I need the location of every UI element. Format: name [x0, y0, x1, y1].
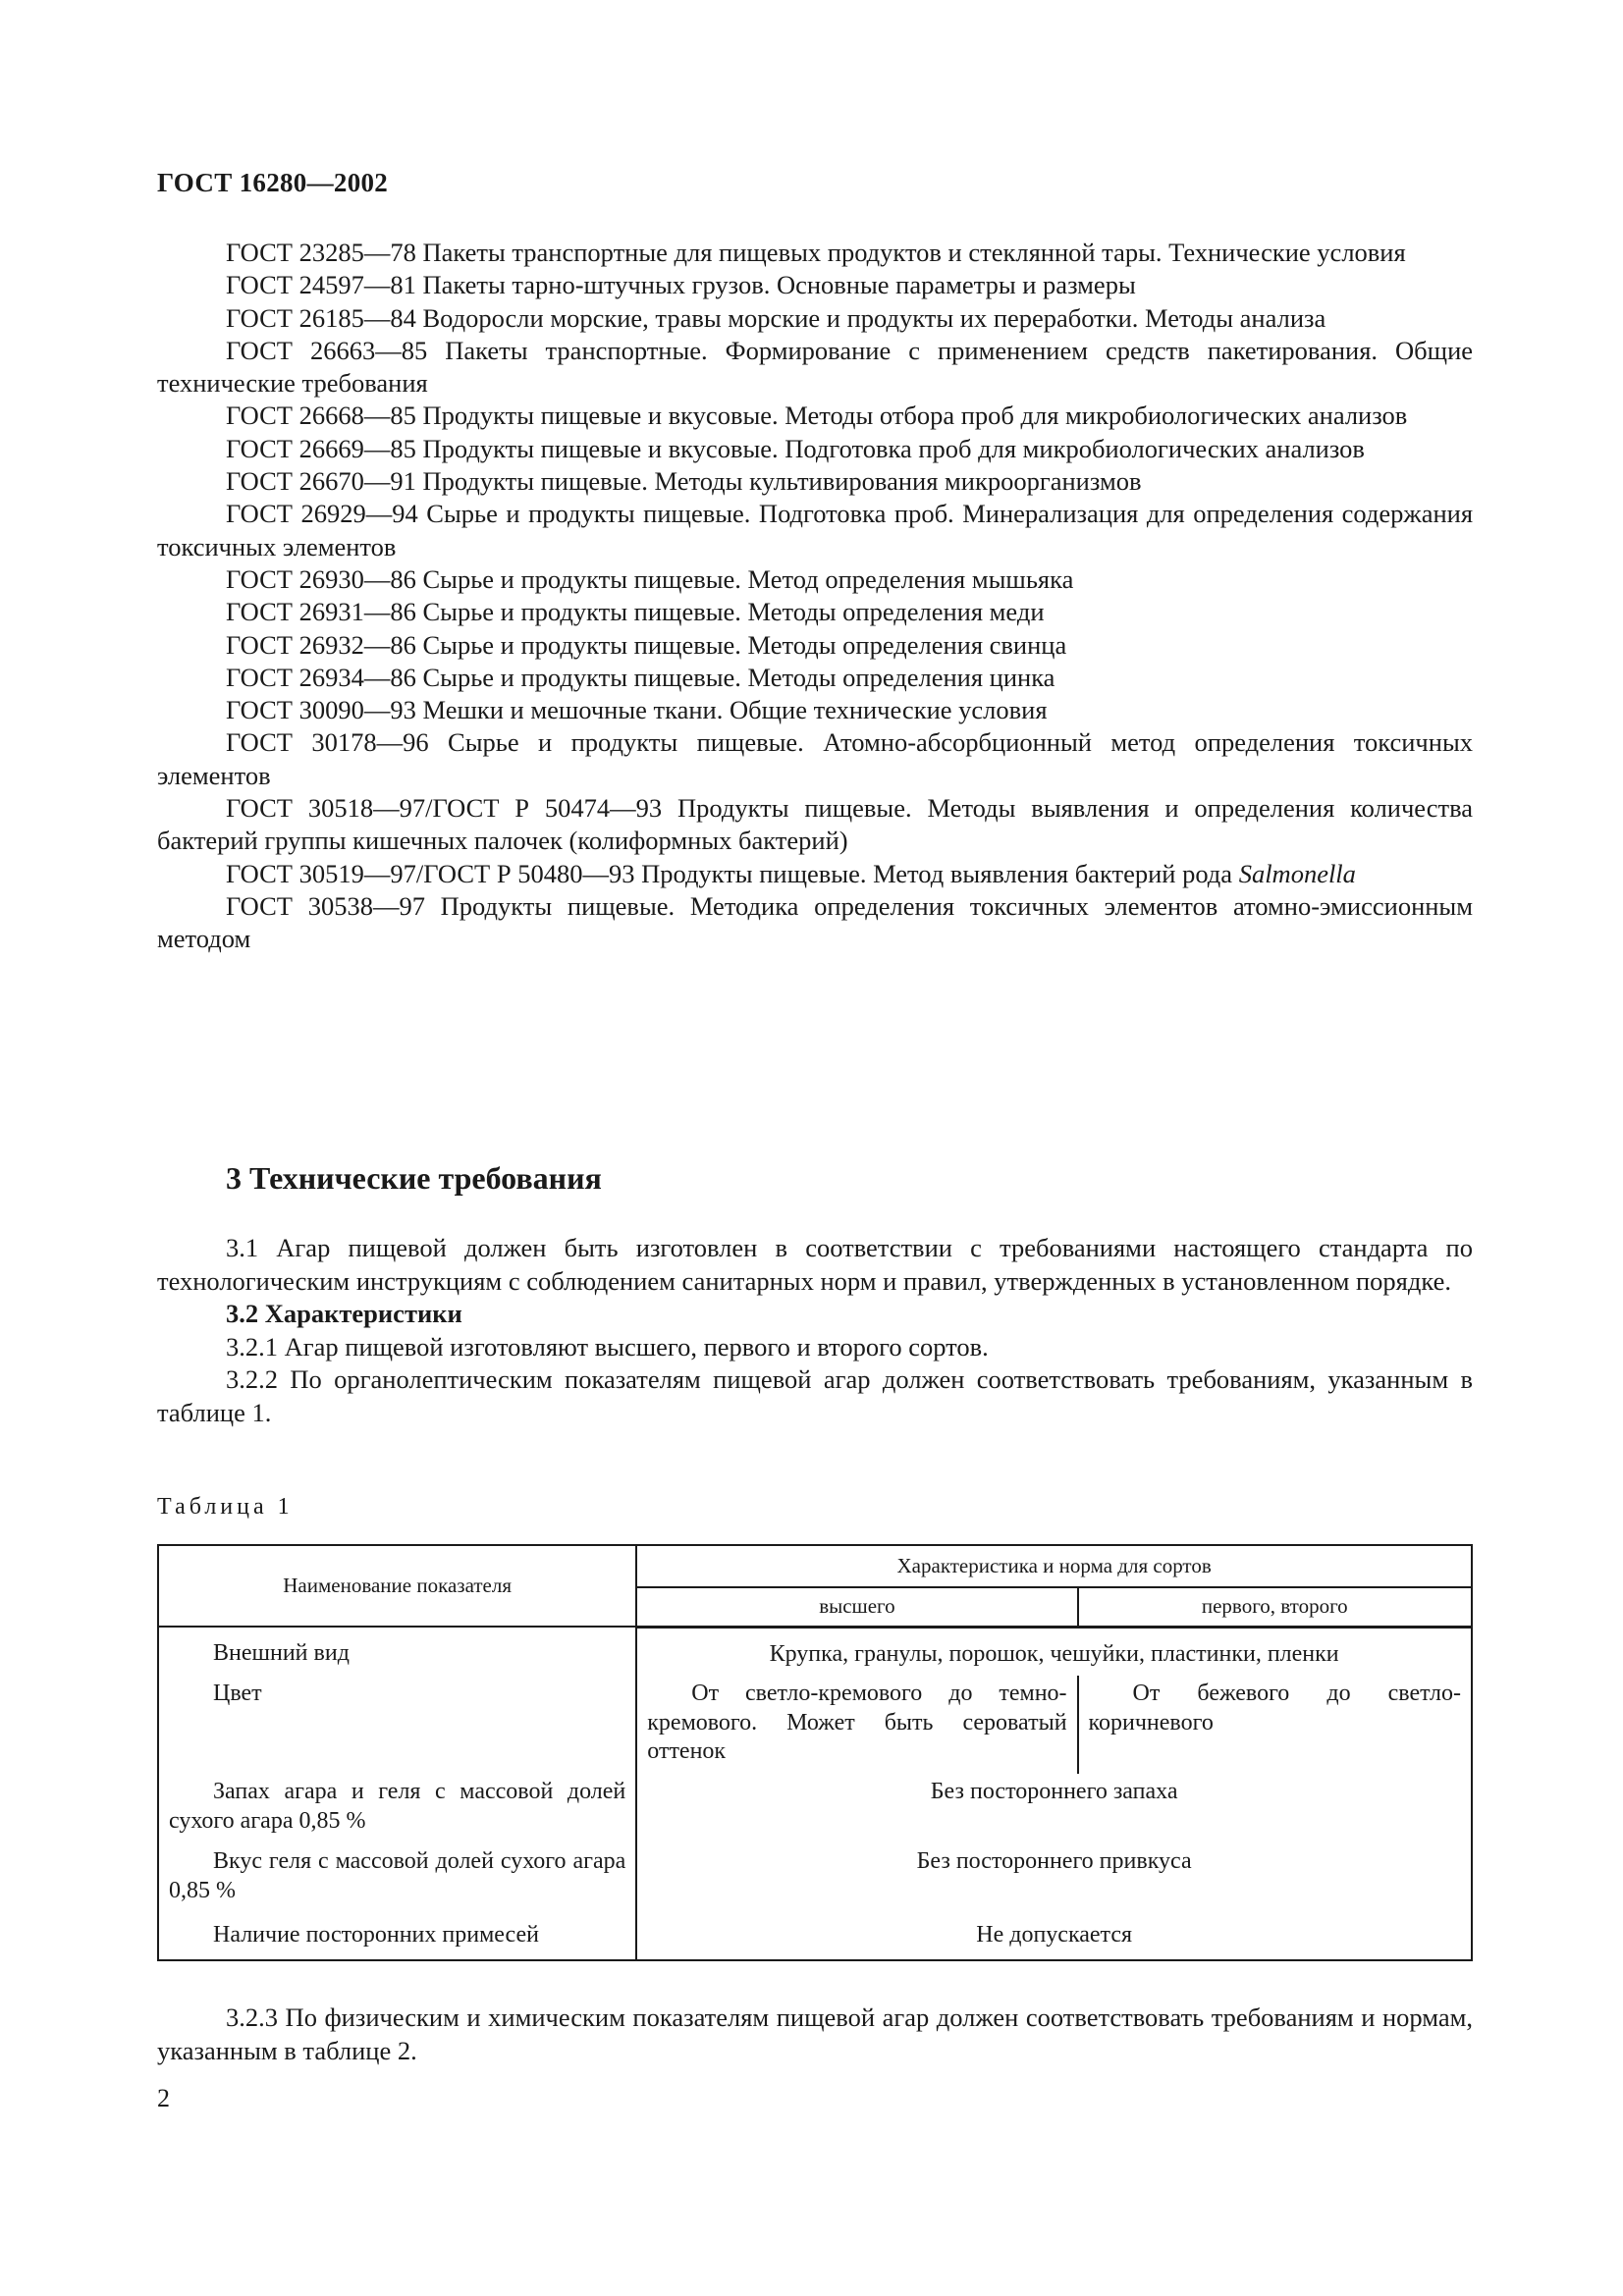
indicator-name: Запах агара и геля с массовой долей сухого агара 0,85 % — [158, 1774, 636, 1847]
reference-code: ГОСТ 26668—85 — [226, 400, 416, 431]
reference-code: ГОСТ 30519—97/ГОСТ Р 50480—93 — [226, 858, 635, 888]
section-body-after-table — [157, 2002, 1473, 2067]
document-header: ГОСТ 16280—2002 — [157, 168, 389, 197]
reference-text: Продукты пищевые. Метод выявления бактерий рода — [641, 858, 1233, 888]
reference-item — [157, 400, 1473, 432]
reference-code: ГОСТ 30538—97 — [226, 890, 425, 921]
indicator-name: Наличие посторонних примесей — [158, 1921, 636, 1960]
section-title: 3 Технические требования — [226, 1160, 602, 1196]
norm-merged: Крупка, гранулы, порошок, чешуйки, пластинки, пленки — [636, 1627, 1472, 1676]
reference-item — [157, 726, 1473, 792]
reference-item — [157, 890, 1473, 956]
norm-first-second: От бежевого до светло-коричневого — [1078, 1676, 1472, 1774]
norm-merged: Не допускается — [636, 1921, 1472, 1960]
table-row — [158, 1627, 1472, 1676]
paragraph-3-2-2: 3.2.2 По органолептическим показателям пищевой агар должен соответствовать требованиям, указанным в таблице 1. — [157, 1364, 1473, 1427]
reference-code: ГОСТ 26669—85 — [226, 433, 416, 463]
reference-text: Пакеты транспортные для пищевых продуктов и стеклянной тары. Технические условия — [422, 238, 1406, 267]
reference-code: ГОСТ 26185—84 — [226, 302, 416, 333]
norm-merged: Без постороннего привкуса — [636, 1847, 1472, 1921]
page-number: 2 — [157, 2084, 170, 2112]
reference-code: ГОСТ 30090—93 — [226, 695, 416, 725]
reference-code: ГОСТ 30518—97/ГОСТ Р 50474—93 — [226, 793, 663, 824]
reference-text: Продукты пищевые. Методика определения токсичных элементов атомно-эмиссионным методом — [157, 890, 1474, 954]
reference-code: ГОСТ 26663—85 — [226, 335, 428, 365]
reference-italic-term: Salmonella — [1238, 858, 1356, 888]
reference-text: Водоросли морские, травы морские и продукты их переработки. Методы анализа — [422, 302, 1326, 333]
norm-merged: Без постороннего запаха — [636, 1774, 1472, 1847]
reference-text: Продукты пищевые. Методы культивирования микроорганизмов — [422, 466, 1142, 497]
reference-text: Сырье и продукты пищевые. Методы определения меди — [422, 597, 1045, 627]
reference-text: Продукты пищевые и вкусовые. Методы отбора проб для микробиологических анализов — [422, 400, 1408, 431]
table-row — [158, 1921, 1472, 1960]
reference-item — [157, 629, 1473, 662]
header-indicator-name: Наименование показателя — [158, 1545, 636, 1627]
reference-text: Продукты пищевые. Методы выявления и определения количества бактерий группы кишечных палочек (колиформных бактерий) — [157, 793, 1473, 856]
reference-item — [157, 237, 1473, 269]
reference-item — [157, 335, 1473, 400]
header-grade-first-second: первого, второго — [1078, 1587, 1472, 1627]
reference-text: Сырье и продукты пищевые. Атомно-абсорбционный метод определения токсичных элементов — [157, 727, 1473, 790]
reference-item — [157, 465, 1473, 498]
reference-code: ГОСТ 26931—86 — [226, 597, 416, 627]
reference-code: ГОСТ 26670—91 — [226, 466, 416, 497]
paragraph-3-1: 3.1 Агар пищевой должен быть изготовлен в соответствии с требованиями настоящего стандарта по технологическим инструкциям с соблюдением санитарных норм и правил, утвержденных в установленном порядке. — [157, 1233, 1473, 1296]
section-body — [157, 1232, 1473, 1430]
reference-item — [157, 694, 1473, 726]
reference-code: ГОСТ 23285—78 — [226, 238, 416, 267]
norm-high: От светло-кремового до темно-кремового. Может быть сероватый оттенок — [636, 1676, 1077, 1774]
reference-item — [157, 792, 1473, 858]
reference-code: ГОСТ 26929—94 — [226, 499, 418, 529]
reference-code: ГОСТ 30178—96 — [226, 727, 429, 758]
reference-text: Сырье и продукты пищевые. Методы определения свинца — [422, 629, 1067, 660]
header-grade-high: высшего — [636, 1587, 1077, 1627]
normative-references-list — [157, 237, 1473, 956]
reference-text: Пакеты тарно-штучных грузов. Основные параметры и размеры — [422, 270, 1136, 300]
reference-item — [157, 858, 1473, 890]
indicator-name: Цвет — [158, 1676, 636, 1774]
reference-item — [157, 433, 1473, 465]
reference-text: Сырье и продукты пищевые. Методы определения цинка — [422, 662, 1055, 692]
table-row — [158, 1774, 1472, 1847]
subsection-heading-3-2: 3.2 Характеристики — [226, 1299, 462, 1329]
reference-item — [157, 563, 1473, 596]
indicator-name: Внешний вид — [158, 1627, 636, 1676]
reference-text: Пакеты транспортные. Формирование с применением средств пакетирования. Общие технические требования — [157, 335, 1474, 399]
reference-text: Сырье и продукты пищевые. Метод определения мышьяка — [422, 563, 1074, 594]
reference-code: ГОСТ 26934—86 — [226, 662, 416, 692]
reference-code: ГОСТ 26932—86 — [226, 629, 416, 660]
reference-item — [157, 302, 1473, 335]
table-row — [158, 1676, 1472, 1774]
reference-text: Продукты пищевые и вкусовые. Подготовка проб для микробиологических анализов — [422, 433, 1365, 463]
table-row — [158, 1847, 1472, 1921]
indicator-name: Вкус геля с массовой долей сухого агара 0,85 % — [158, 1847, 636, 1921]
organoleptic-table — [157, 1544, 1473, 1961]
reference-code: ГОСТ 24597—81 — [226, 270, 416, 300]
header-grade-group: Характеристика и норма для сортов — [636, 1545, 1472, 1587]
reference-text: Мешки и мешочные ткани. Общие технические условия — [422, 695, 1048, 725]
paragraph-3-2-3: 3.2.3 По физическим и химическим показателям пищевой агар должен соответствовать требованиям и нормам, указанным в таблице 2. — [157, 2002, 1473, 2065]
reference-item — [157, 662, 1473, 694]
reference-text: Сырье и продукты пищевые. Подготовка проб. Минерализация для определения содержания токсичных элементов — [157, 499, 1474, 561]
reference-code: ГОСТ 26930—86 — [226, 563, 416, 594]
paragraph-3-2-1: 3.2.1 Агар пищевой изготовляют высшего, первого и второго сортов. — [226, 1331, 989, 1362]
reference-item — [157, 498, 1473, 563]
reference-item — [157, 596, 1473, 628]
reference-item — [157, 269, 1473, 301]
table-label: Таблица 1 — [157, 1494, 294, 1520]
